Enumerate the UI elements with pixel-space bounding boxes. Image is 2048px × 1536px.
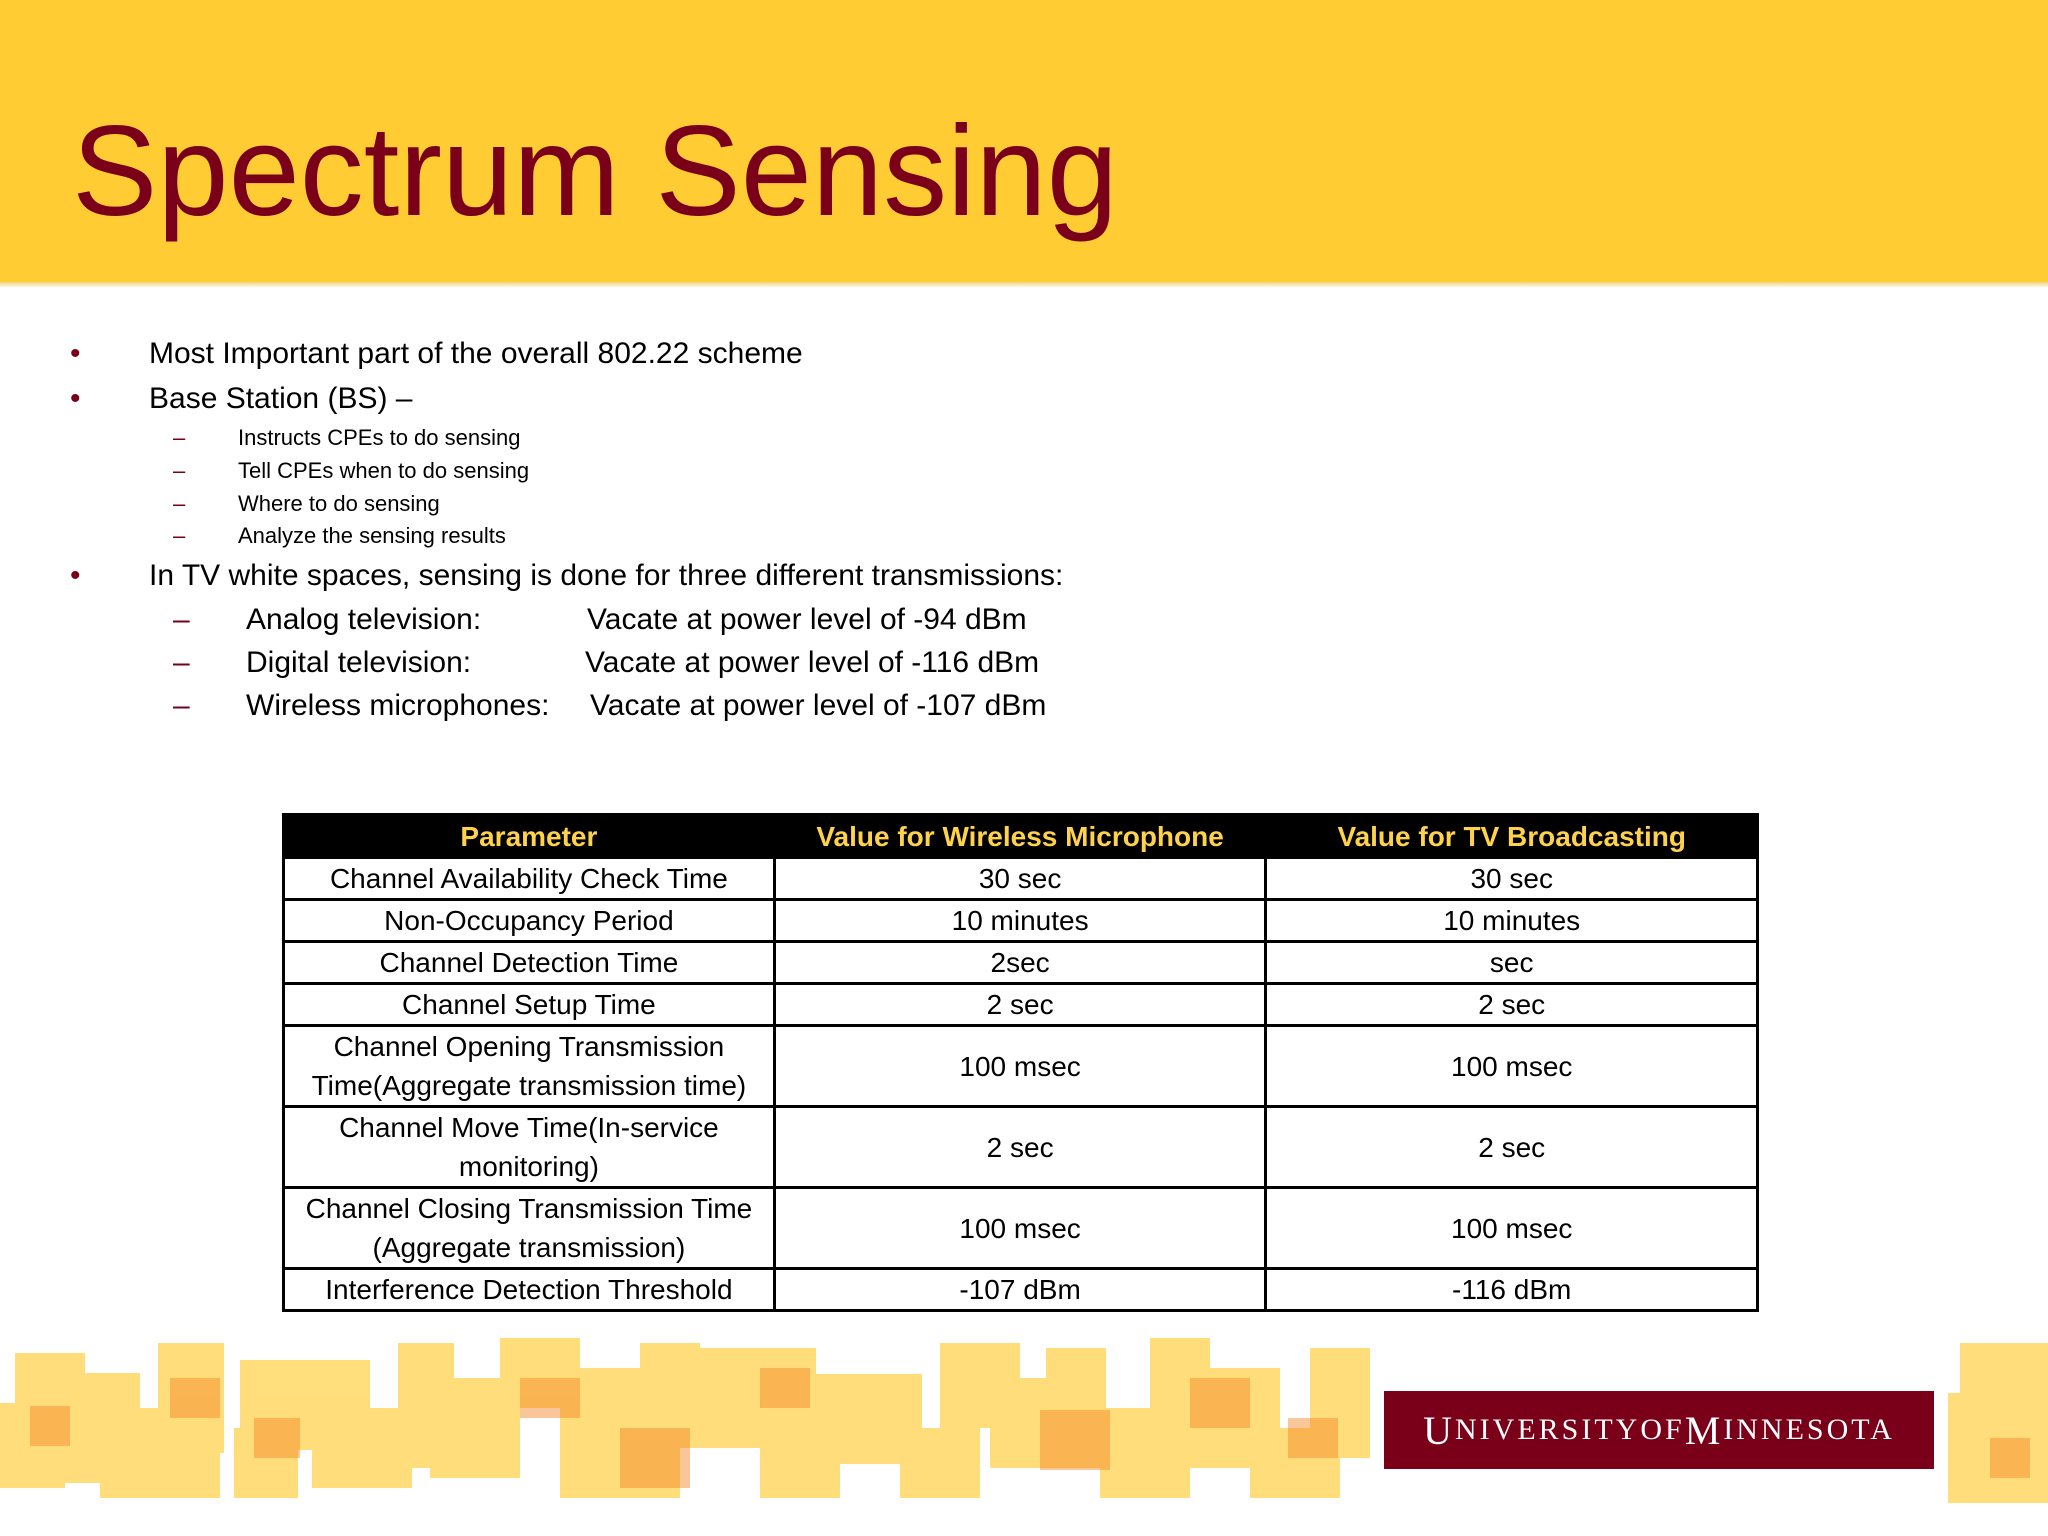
tv-value: -116 dBm (1266, 1269, 1758, 1311)
parameter-cell: Channel Availability Check Time (284, 858, 775, 900)
wireless-mic-value: 100 msec (774, 1026, 1266, 1107)
table-row (284, 942, 1758, 984)
sub-bullet-dash: – (173, 646, 190, 679)
sub-bullet-dash: – (173, 458, 186, 483)
transmission-rule: Vacate at power level of -107 dBm (590, 689, 1047, 722)
university-logo: U NIVERSITY OF M INNESOTA (1384, 1391, 1934, 1469)
table-row (284, 900, 1758, 942)
parameter-cell: Channel Detection Time (284, 942, 775, 984)
tv-value: 100 msec (1266, 1026, 1758, 1107)
transmission-type: Analog television: (246, 603, 482, 636)
transmission-type: Wireless microphones: (246, 689, 550, 722)
sub-bullet-dash: – (173, 603, 190, 636)
tv-value: 10 minutes (1266, 900, 1758, 942)
bullet-marker: • (70, 382, 81, 415)
parameter-cell: Channel Closing Transmission Time (Aggregate transmission) (284, 1188, 775, 1269)
sub-bullet-dash: – (173, 523, 186, 548)
wireless-mic-value: 2 sec (774, 984, 1266, 1026)
header-tv-broadcasting: Value for TV Broadcasting (1266, 815, 1758, 858)
bs-subitem: Where to do sensing (238, 491, 440, 516)
sub-bullet-dash: – (173, 689, 190, 722)
wireless-mic-value: -107 dBm (774, 1269, 1266, 1311)
parameter-cell: Non-Occupancy Period (284, 900, 775, 942)
header-wireless-microphone: Value for Wireless Microphone (774, 815, 1266, 858)
transmission-type: Digital television: (246, 646, 472, 679)
sub-bullet-dash: – (173, 425, 186, 450)
wireless-mic-value: 30 sec (774, 858, 1266, 900)
parameter-cell: Channel Opening Transmission Time(Aggregate transmission time) (284, 1026, 775, 1107)
tv-value: 2 sec (1266, 984, 1758, 1026)
bullet-marker: • (70, 337, 81, 370)
bs-subitem: Analyze the sensing results (238, 523, 506, 548)
bs-subitem: Instructs CPEs to do sensing (238, 425, 521, 450)
bullet-tv-white-spaces: In TV white spaces, sensing is done for three different transmissions: (149, 559, 1064, 592)
wireless-mic-value: 100 msec (774, 1188, 1266, 1269)
tv-value: 2 sec (1266, 1107, 1758, 1188)
parameter-cell: Channel Move Time(In-service monitoring) (284, 1107, 775, 1188)
table-row (284, 858, 1758, 900)
transmission-rule: Vacate at power level of -116 dBm (585, 646, 1040, 679)
table-row (284, 1107, 1758, 1188)
parameter-cell: Interference Detection Threshold (284, 1269, 775, 1311)
wireless-mic-value: 2 sec (774, 1107, 1266, 1188)
sub-bullet-dash: – (173, 491, 186, 516)
bullet-base-station: Base Station (BS) – (149, 382, 413, 415)
table-row (284, 1026, 1758, 1107)
table-row (284, 1188, 1758, 1269)
tv-value: sec (1266, 942, 1758, 984)
transmission-rule: Vacate at power level of -94 dBm (587, 603, 1027, 636)
table-row (284, 984, 1758, 1026)
table-header-row (284, 815, 1758, 858)
wireless-mic-value: 2sec (774, 942, 1266, 984)
sensing-parameters-table (282, 813, 1759, 1312)
slide-title: Spectrum Sensing (72, 100, 1118, 243)
tv-value: 30 sec (1266, 858, 1758, 900)
bullet-marker: • (70, 559, 81, 592)
bs-subitem: Tell CPEs when to do sensing (238, 458, 530, 483)
tv-value: 100 msec (1266, 1188, 1758, 1269)
parameter-cell: Channel Setup Time (284, 984, 775, 1026)
header-parameter: Parameter (284, 815, 775, 858)
wireless-mic-value: 10 minutes (774, 900, 1266, 942)
table-row (284, 1269, 1758, 1311)
bullet-main-scheme: Most Important part of the overall 802.22 scheme (149, 337, 803, 370)
